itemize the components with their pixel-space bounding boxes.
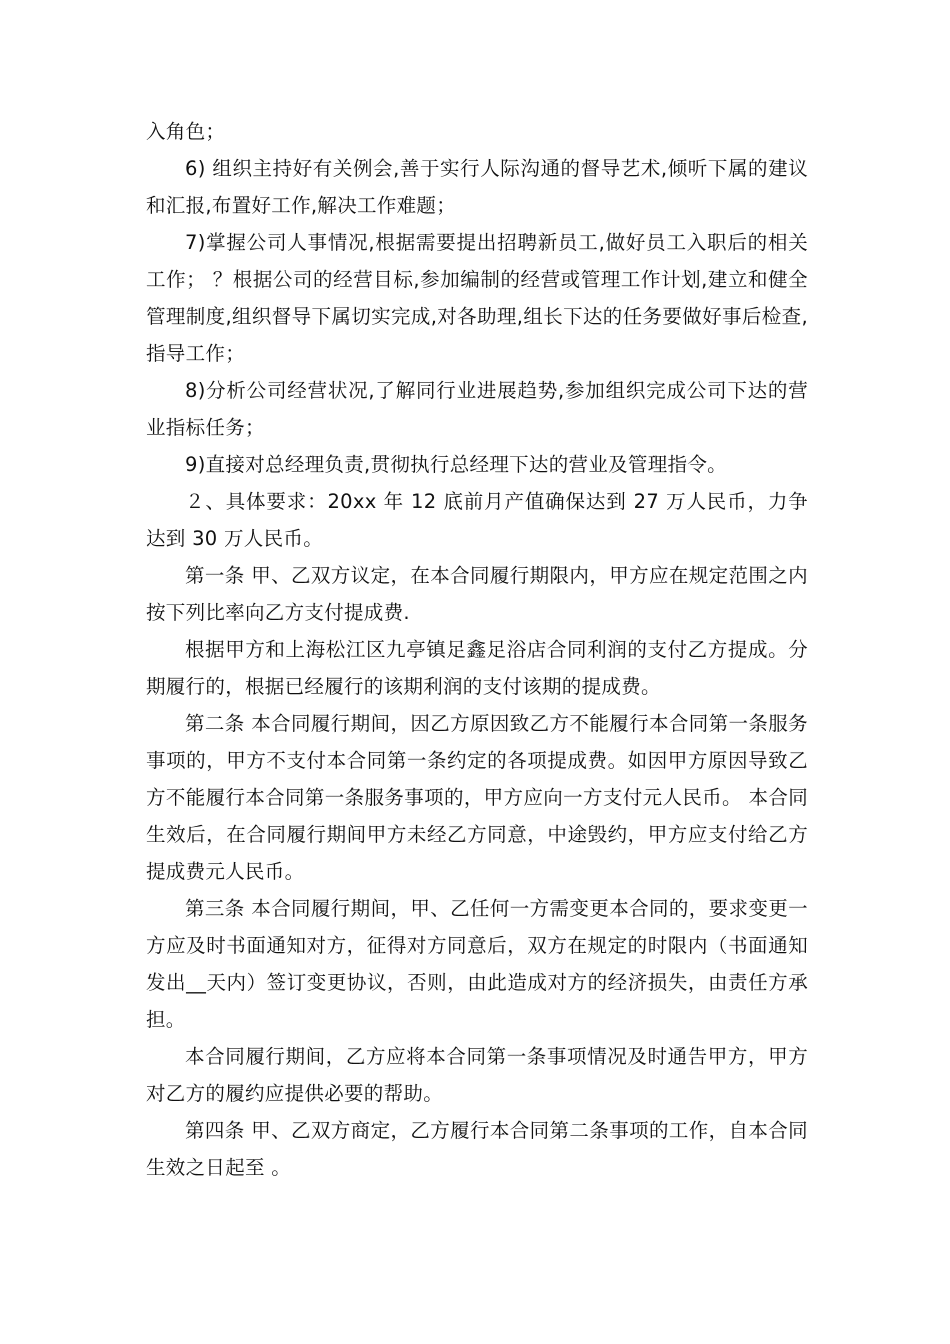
paragraph-item-6: 6) 组织主持好有关例会,善于实行人际沟通的督导艺术,倾听下属的建议和汇报,布置好工作,解决工作难题； xyxy=(146,157,808,217)
paragraph-article-3: 第三条 本合同履行期间，甲、乙任何一方需变更本合同的，要求变更一方应及时书面通知对方，征得对方同意后，双方在规定的时限内（书面通知发出__天内）签订变更协议，否则，由此造成对方的经济损失，由责任方承担。 xyxy=(146,897,808,1031)
paragraph-requirements: ２、具体要求：20xx 年 12 底前月产值确保达到 27 万人民币，力争达到 30 万人民币。 xyxy=(146,490,808,550)
paragraph-commission-basis: 根据甲方和上海松江区九亭镇足鑫足浴店合同利润的支付乙方提成。分期履行的，根据已经履行的该期利润的支付该期的提成费。 xyxy=(146,638,808,698)
paragraph-item-8: 8)分析公司经营状况,了解同行业进展趋势,参加组织完成公司下达的营业指标任务； xyxy=(146,379,808,439)
paragraph-article-2: 第二条 本合同履行期间，因乙方原因致乙方不能履行本合同第一条服务事项的，甲方不支付本合同第一条约定的各项提成费。如因甲方原因导致乙方不能履行本合同第一条服务事项的，甲方应向一方支付元人民币。 本合同生效后，在合同履行期间甲方未经乙方同意，中途毁约，甲方应支付给乙方提成费元人民币。 xyxy=(146,712,808,883)
paragraph-item-7: 7)掌握公司人事情况,根据需要提出招聘新员工,做好员工入职后的相关工作； ？根据公司的经营目标,参加编制的经营或管理工作计划,建立和健全管理制度,组织督导下属切实完成,对各助理,组长下达的任务要做好事后检查,指导工作； xyxy=(146,231,808,365)
paragraph-item-9: 9)直接对总经理负责,贯彻执行总经理下达的营业及管理指令。 xyxy=(185,453,727,476)
document-body xyxy=(146,113,808,1186)
paragraph-role: 入角色； xyxy=(146,120,226,143)
paragraph-article-1: 第一条 甲、乙双方议定，在本合同履行期限内，甲方应在规定范围之内按下列比率向乙方支付提成费. xyxy=(146,564,808,624)
paragraph-article-4: 第四条 甲、乙双方商定，乙方履行本合同第二条事项的工作，自本合同生效之日起至 。 xyxy=(146,1119,808,1179)
paragraph-notification: 本合同履行期间，乙方应将本合同第一条事项情况及时通告甲方，甲方对乙方的履约应提供必要的帮助。 xyxy=(146,1045,808,1105)
